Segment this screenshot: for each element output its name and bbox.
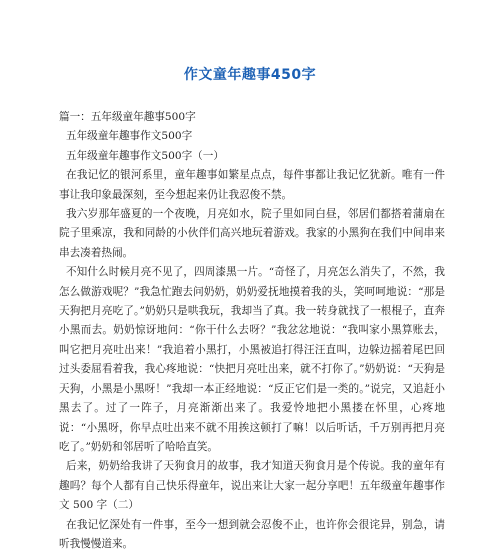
heading-line: 五年级童年趣事作文500字（一） xyxy=(66,149,224,162)
heading-line: 五年级童年趣事作文500字 xyxy=(66,130,193,143)
paragraph: 不知什么时候月亮不见了，四周漆黑一片。“奇怪了，月亮怎么消失了，不然，我怎么做游戏呢？”我急忙跑去问奶奶，奶奶爱抚地摸着我的头，笑呵呵地说：“那是天狗把月亮吃了。”奶奶只是哄我玩，我却当了真。我一转身就找了一根棍子，直奔小黑而去。奶奶惊讶地问：“你干什么去呀？”我忿忿地说：“我叫家小黑算账去，叫它把月亮吐出来！”我追着小黑打，小黑被追打得汪汪直叫，边躲边摇着尾巴回过头委屈看着我，我心疼地说：“快把月亮吐出来，就不打你了。”奶奶说：“天狗是天狗，小黑是小黑呀！”我却一本正经地说：“反正它们是一类的。”说完，又追赶小黑去了。过了一阵子，月亮渐渐出来了。我爱怜地把小黑搂在怀里，心疼地说：“小黑呀，你早点吐出来不就不用挨这顿打了嘛！以后听话，千万别再把月亮吃了。”奶奶和邻居听了哈哈直笑。 xyxy=(59,266,445,453)
paragraph: 后来，奶奶给我讲了天狗食月的故事，我才知道天狗食月是个传说。我的童年有趣吗？每个人都有自己快乐得童年，说出来让大家一起分享吧！五年级童年趣事作文 500 字（二） xyxy=(59,460,445,512)
paragraph: 在我记忆深处有一件事，至今一想到就会忍俊不止，也许你会很诧异，别急，请听我慢慢道来。 xyxy=(59,518,445,550)
heading-line: 篇一：五年级童年趣事500字 xyxy=(59,111,196,123)
document-title: 作文童年趣事450字 xyxy=(183,67,317,83)
document-body xyxy=(59,108,445,554)
paragraph: 在我记忆的银河系里，童年趣事如繁星点点，每件事都让我记忆犹新。唯有一件事让我印象最深刻，至今想起来仍让我忍俊不禁。 xyxy=(59,169,445,201)
paragraph: 我六岁那年盛夏的一个夜晚，月亮如水，院子里如同白昼，邻居们都搭着蒲扇在院子里乘凉，我和同龄的小伙伴们高兴地玩着游戏。我家的小黑狗在我们中间串来串去凑着热闹。 xyxy=(59,208,445,259)
